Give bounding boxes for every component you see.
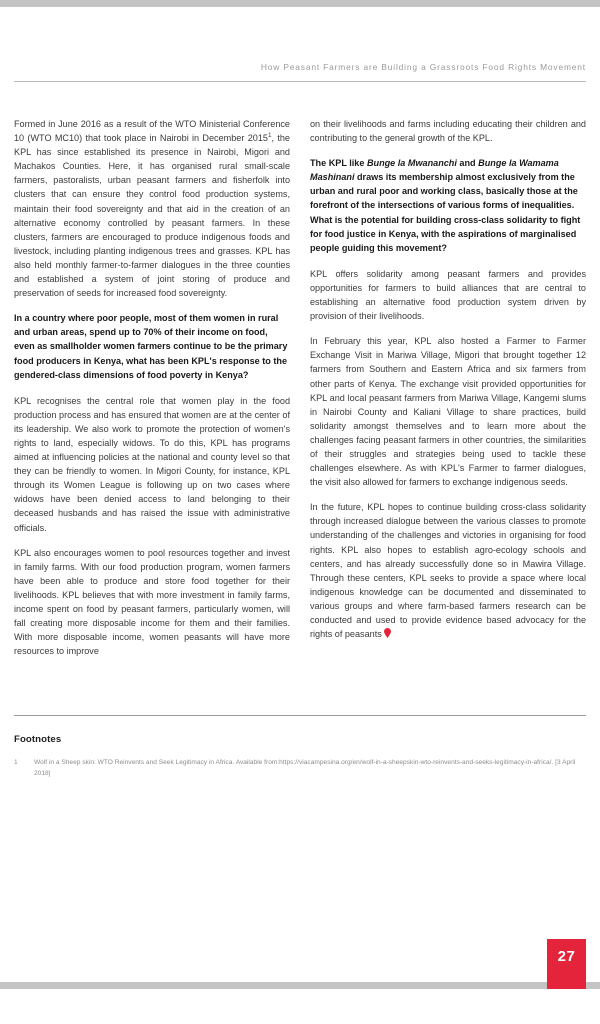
paragraph: KPL recognises the central role that women play in the food production process and has ensured that women are at the center of its leadership. We also work to promote the protection of women's rights to land, especially widows. To do this, KPL has programs aimed at influencing policies at the national and county level so that they can be friendly to women. In Migori County, for instance, KPL through its Women League is following up on two cases where widows have been denied access to land belonging to their deceased husbands and has raised the issue with administrative officials. xyxy=(14,395,290,533)
left-column xyxy=(14,117,290,669)
footnote-reference-marker[interactable]: 1 xyxy=(267,132,272,140)
footnote-text: Wolf in a Sheep skin: WTO Reinvents and Seek Legitimacy in Africa. Available from:https://viacampesina.org/en/wolf-in-a-sheepskin-wto-reinvents-and-seeks-legitimacy-in-africa/. [3 April 2018] xyxy=(34,759,576,777)
paragraph: KPL offers solidarity among peasant farmers and provides opportunities for farmers to build alliances that are central to establishing an alternative food production system driven by provision of their livelihoods. xyxy=(310,268,586,322)
footnotes-heading: Footnotes xyxy=(14,734,62,745)
paragraph xyxy=(310,500,586,641)
map-pin-end-marker-icon xyxy=(384,628,391,641)
question-segment-italic: Bunge la Wamama Mashinani xyxy=(310,158,559,183)
question-paragraph xyxy=(310,156,586,255)
paragraph-text: In the future, KPL hopes to continue building cross-class solidarity through increased dialogue between the various classes to promote understanding of the challenges and victories in organising for food rights. KPL also hopes to establish agro-ecology schools and centers, and has already successfully done so in Mawira Village. Through these centers, KPL seeks to provide a space where local indigenous knowledge can be documented and disseminated to various groups and where farm-based farmers research can be conducted and used to provide evidence based advocacy for the rights of peasants xyxy=(310,502,586,640)
paragraph: KPL also encourages women to pool resources together and invest in family farms. With our food production program, women farmers have been able to produce and store food together for their livelihoods. KPL believes that with more investment in family farms, income spent on food by peasant farmers, particularly women, will fall creating more disposable income for them and their families. With more disposable income, women peasants will have more resources to improve xyxy=(14,547,290,657)
question-segment: The KPL like xyxy=(310,158,367,169)
right-column xyxy=(310,117,586,669)
question-segment: draws its membership almost exclusively from the urban and rural poor and working class, basically those at the forefront of the intersections of various forms of inequalities. What is the potential for building cross-class solidarity to fight for food justice in Kenya, with the aspirations of marginalised people guiding this movement? xyxy=(310,172,581,253)
paragraph-lead-text: Formed in June 2016 as a result of the WTO Ministerial Conference 10 (WTO MC10) that took place in Nairobi in December 2015 xyxy=(14,119,290,144)
header-divider xyxy=(14,81,586,82)
footnotes-divider xyxy=(14,715,586,716)
question-segment-italic: Bunge la Mwananchi xyxy=(366,158,457,169)
running-header-title: How Peasant Farmers are Building a Grassroots Food Rights Movement xyxy=(260,62,586,72)
viewer-top-band xyxy=(0,0,600,7)
footnote-number: 1 xyxy=(14,759,18,766)
viewer-bottom-band xyxy=(0,982,600,989)
paragraph xyxy=(14,117,290,300)
question-segment: and xyxy=(456,158,479,169)
paragraph: on their livelihoods and farms including educating their children and contributing to the general growth of the KPL. xyxy=(310,119,586,144)
question-paragraph: In a country where poor people, most of them women in rural and urban areas, spend up to 70% of their income on food, even as smallholder women farmers continue to be the primary food producers in Kenya, what has been KPL's response to the gendered-class dimensions of food poverty in Kenya? xyxy=(14,313,288,380)
paragraph-rest-text: , the KPL has since established its presence in Nairobi, Migori and Machakos Counties. Here, it has organised rural small-scale farmers, pastoralists, urban peasant farmers and fisherfolk into clusters that can ensure they control food production systems, maintain their food sovereignty and that aid in the creation of an alternative economy controlled by peasant farmers. In these clusters, farmers are encouraged to produce indigenous foods and livestock, including planting indigenous trees and grasses. KPL has also held monthly farmer-to-farmer dialogues in the three counties and established a system of joint storing of produce and preservation of seeds for increased food sovereignty. xyxy=(14,133,290,299)
document-page xyxy=(0,7,600,982)
viewer-background-below-page xyxy=(0,989,600,1024)
footnotes-list xyxy=(14,758,586,779)
body-columns xyxy=(14,117,586,669)
paragraph: In February this year, KPL also hosted a Farmer to Farmer Exchange Visit in Mariwa Village, Migori that brought together 12 farmers from Southern and Eastern Africa and six farmers from other parts of Kenya. The exchange visit provided opportunities for KPL and local peasant farmers from Mariwa Village, Kangemi slums in Nairobi County and Kaliani Village to share practices, build solidarity amongst themselves and to learn more about the challenges facing peasant farmers in other countries, the similarities of their struggles and strategies being used to tackle these challenges elsewhere. As with KPL's Farmer to farmer dialogues, the visit also allowed for farmers to exchange indigenous seeds. xyxy=(310,336,586,488)
page-number-badge: 27 xyxy=(547,939,586,989)
footnote-item xyxy=(14,758,586,779)
